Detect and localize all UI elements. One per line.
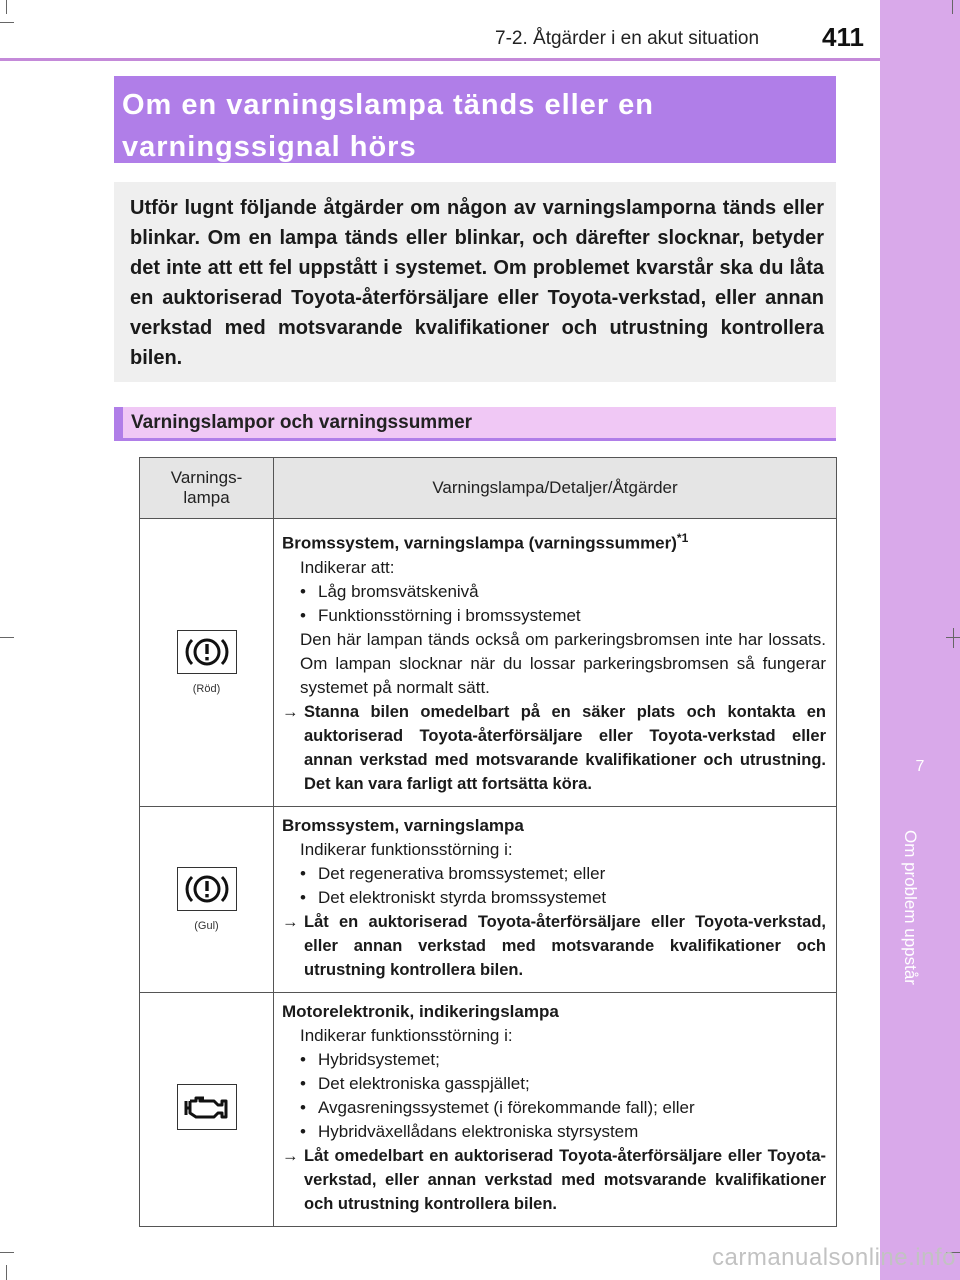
bullet: • bbox=[300, 1049, 306, 1069]
page-title-line1: Om en varningslampa tänds eller en bbox=[122, 89, 654, 121]
list-item bbox=[282, 1096, 826, 1120]
row-note: Den här lampan tänds också om parkeringsbromsen inte har lossats. Om lampan slocknar när du lossar parkeringsbromsen så fungerar systemet på normalt sätt. bbox=[300, 629, 826, 697]
list-item-text: Hybridsystemet; bbox=[318, 1049, 440, 1069]
section-header: 7-2. Åtgärder i en akut situation bbox=[495, 28, 760, 49]
crop-mark bbox=[6, 0, 7, 14]
row-action bbox=[282, 700, 826, 796]
table-row bbox=[140, 992, 837, 1226]
list-item bbox=[282, 1072, 826, 1096]
list-item bbox=[282, 1120, 826, 1144]
chapter-title: Om problem uppstår bbox=[901, 830, 920, 985]
row-title-text: Bromssystem, varningslampa (varningssummer) bbox=[282, 533, 677, 553]
bullet: • bbox=[300, 581, 306, 601]
title-banner bbox=[114, 76, 836, 163]
table-row bbox=[140, 806, 837, 992]
bullet: • bbox=[300, 1097, 306, 1117]
bullet: • bbox=[300, 1073, 306, 1093]
list-item bbox=[282, 604, 826, 628]
footnote-marker: *1 bbox=[676, 531, 689, 545]
list-item-text: Funktionsstörning i bromssystemet bbox=[318, 605, 581, 625]
lamp-color-label: (Gul) bbox=[194, 919, 219, 932]
list-item-text: Det regenerativa bromssystemet; eller bbox=[318, 863, 606, 883]
warning-lights-table bbox=[139, 457, 837, 1227]
page-title-line2: varningssignal hörs bbox=[122, 131, 417, 163]
details-cell bbox=[274, 992, 837, 1226]
row-action bbox=[282, 910, 826, 982]
list-item bbox=[282, 1048, 826, 1072]
chapter-number: 7 bbox=[915, 758, 925, 775]
subheading-bar bbox=[114, 407, 836, 441]
chapter-sidebar bbox=[880, 0, 960, 1280]
list-item-text: Avgasreningssystemet (i förekommande fall); eller bbox=[318, 1097, 695, 1117]
column-header-lamp: Varnings- lampa bbox=[140, 458, 274, 519]
arrow-icon: → bbox=[282, 702, 299, 721]
header-rule bbox=[0, 58, 880, 61]
row-action-text: Stanna bilen omedelbart på en säker plats och kontakta en auktoriserad Toyota-återförsäljare eller Toyota-verkstad eller annan verkstad med motsvarande kvalifikationer och utrustning. Det kan vara farligt att fortsätta köra. bbox=[304, 702, 826, 793]
bullet: • bbox=[300, 863, 306, 883]
arrow-icon: → bbox=[282, 912, 299, 931]
intro-text: Utför lugnt följande åtgärder om någon av varningslamporna tänds eller blinkar. Om en lampa tänds eller blinkar, och därefter slocknar, betyder det inte att ett fel uppstått i systemet. Om problemet kvarstår ska du låta en auktoriserad Toyota-återförsäljare eller Toyota-verkstad, eller annan verkstad med motsvarande kvalifikationer och utrustning kontrollera bilen. bbox=[130, 197, 824, 369]
row-intro: Indikerar att: bbox=[300, 557, 395, 577]
subheading-accent bbox=[114, 407, 123, 438]
list-item-text: Det elektroniska gasspjället; bbox=[318, 1073, 530, 1093]
page-number: 411 bbox=[822, 22, 864, 52]
list-item-text: Det elektroniskt styrda bromssystemet bbox=[318, 887, 607, 907]
bullet: • bbox=[300, 605, 306, 625]
list-item-text: Låg bromsvätskenivå bbox=[318, 581, 479, 601]
lamp-cell bbox=[140, 519, 274, 807]
table-row bbox=[140, 519, 837, 807]
row-action bbox=[282, 1144, 826, 1216]
crop-mark bbox=[953, 628, 954, 648]
row-intro: Indikerar funktionsstörning i: bbox=[300, 839, 513, 859]
bullet: • bbox=[300, 1121, 306, 1141]
row-intro: Indikerar funktionsstörning i: bbox=[300, 1025, 513, 1045]
page-title bbox=[122, 84, 828, 168]
engine-check-icon bbox=[177, 1084, 237, 1130]
crop-mark bbox=[952, 0, 953, 14]
list-item bbox=[282, 862, 826, 886]
crop-mark bbox=[0, 1252, 14, 1253]
details-cell bbox=[274, 806, 837, 992]
row-title bbox=[282, 526, 826, 556]
intro-box bbox=[114, 182, 836, 382]
row-title: Motorelektronik, indikeringslampa bbox=[282, 1001, 559, 1021]
crop-mark bbox=[0, 637, 14, 638]
crop-mark bbox=[6, 1265, 7, 1280]
subheading: Varningslampor och varningssummer bbox=[131, 412, 473, 433]
list-item-text: Hybridväxellådans elektroniska styrsystem bbox=[318, 1121, 639, 1141]
row-title: Bromssystem, varningslampa bbox=[282, 815, 524, 835]
bullet: • bbox=[300, 887, 306, 907]
brake-warning-icon bbox=[177, 630, 237, 674]
crop-mark bbox=[0, 22, 14, 23]
row-action-text: Låt omedelbart en auktoriserad Toyota-återförsäljare eller Toyota-verkstad, eller annan verkstad med motsvarande kvalifikationer och utrustning kontrollera bilen. bbox=[304, 1146, 826, 1213]
details-cell bbox=[274, 519, 837, 807]
list-item bbox=[282, 886, 826, 910]
table-header-row bbox=[140, 458, 837, 519]
lamp-cell bbox=[140, 992, 274, 1226]
lamp-cell bbox=[140, 806, 274, 992]
lamp-color-label: (Röd) bbox=[192, 682, 221, 695]
watermark: carmanualsonline.info bbox=[712, 1244, 956, 1271]
arrow-icon: → bbox=[282, 1146, 299, 1165]
row-action-text: Låt en auktoriserad Toyota-återförsäljare eller Toyota-verkstad, eller annan verkstad med motsvarande kvalifikationer och utrustning kontrollera bilen. bbox=[304, 912, 826, 979]
list-item bbox=[282, 580, 826, 604]
brake-warning-icon bbox=[177, 867, 237, 911]
column-header-details: Varningslampa/Detaljer/Åtgärder bbox=[274, 458, 837, 519]
